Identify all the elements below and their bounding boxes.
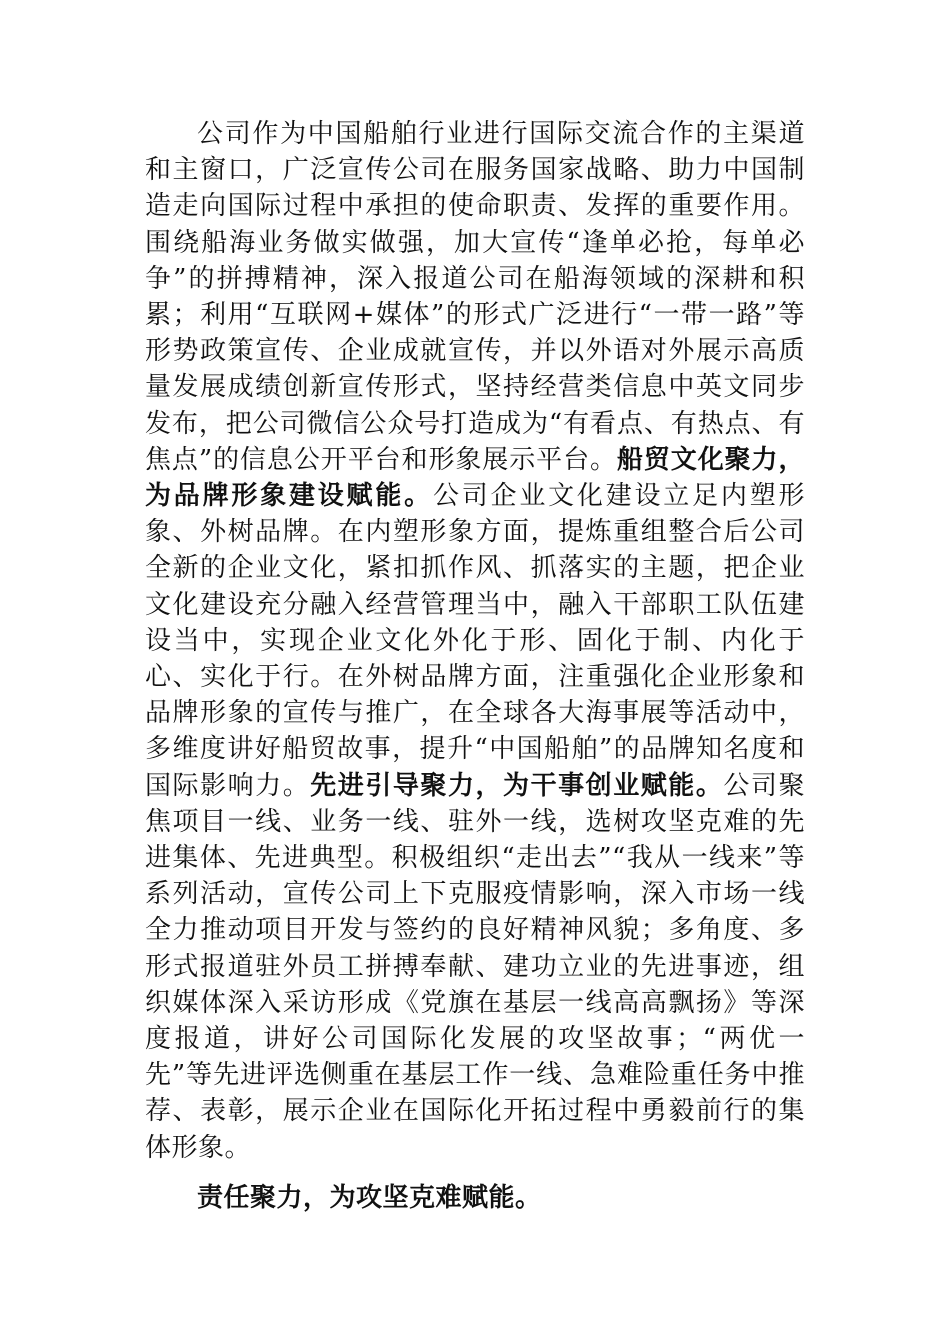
paragraph-text: 公司聚焦项目一线、业务一线、驻外一线，选树攻坚克难的先进集体、先进典型。积极组织“走出去”“我从一线来”等系列活动，宣传公司上下克服疫情影响，深入市场一线全力推动项目开发与签约的良好精神风貌；多角度、多形式报道驻外员工拼搏奉献、建功立业的先进事迹，组织媒体深入采访形成《党旗在基层一线高高飘扬》等深度报道，讲好公司国际化发展的攻坚故事；“两优一先”等先进评选侧重在基层工作一线、急难险重任务中推荐、表彰，展示企业在国际化开拓过程中勇毅前行的集体形象。 [145, 770, 805, 1163]
paragraph-text: 公司企业文化建设立足内塑形象、外树品牌。在内塑形象方面，提炼重组整合后公司全新的企业文化，紧扣抓作风、抓落实的主题，把企业文化建设充分融入经营管理当中，融入干部职工队伍建设当中，实现企业文化外化于形、固化于制、内化于心、实化于行。在外树品牌方面，注重强化企业形象和品牌形象的宣传与推广，在全球各大海事展等活动中，多维度讲好船贸故事，提升“中国船舶”的品牌知名度和国际影响力。 [145, 481, 805, 801]
body-paragraph [145, 116, 805, 1166]
document-page [145, 116, 805, 1216]
section-heading-brand: 船贸文化聚力，为品牌形象建设赋能。 [145, 444, 805, 512]
section-heading-advanced: 先进引导聚力，为干事创业赋能。 [310, 770, 724, 801]
body-paragraph [145, 1180, 805, 1216]
section-heading-responsibility: 责任聚力，为攻坚克难赋能。 [197, 1182, 542, 1213]
paragraph-text: 公司作为中国船舶行业进行国际交流合作的主渠道和主窗口，广泛宣传公司在服务国家战略、助力中国制造走向国际过程中承担的使命职责、发挥的重要作用。围绕船海业务做实做强，加大宣传“逢单必抢，每单必争”的拼搏精神，深入报道公司在船海领域的深耕和积累；利用“互联网+媒体”的形式广泛进行“一带一路”等形势政策宣传、企业成就宣传，并以外语对外展示高质量发展成绩创新宣传形式，坚持经营类信息中英文同步发布，把公司微信公众号打造成为“有看点、有热点、有焦点”的信息公开平台和形象展示平台。 [145, 119, 805, 475]
